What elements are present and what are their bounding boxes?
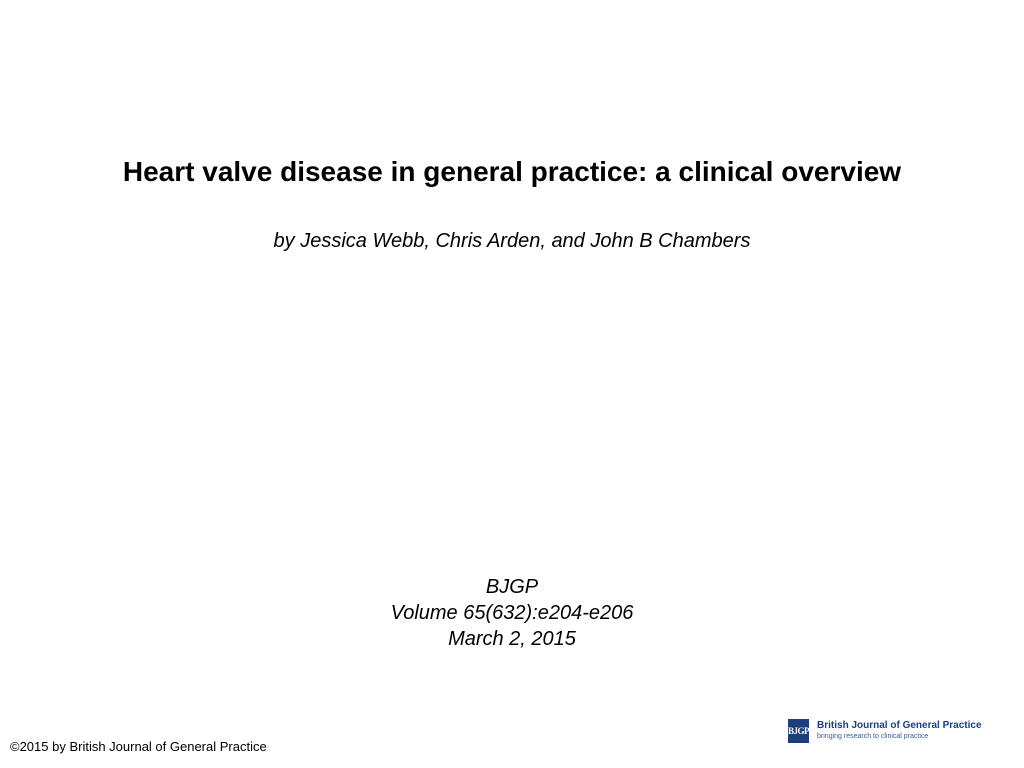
logo-text	[817, 720, 982, 742]
bjgp-logo-mark: BJGP	[788, 719, 809, 743]
logo-journal-name: British Journal of General Practice	[817, 720, 982, 731]
journal-name: BJGP	[485, 576, 539, 598]
publication-date: March 2, 2015	[448, 628, 576, 650]
journal-logo	[788, 718, 982, 744]
copyright-notice: ©2015 by British Journal of General Practice	[10, 739, 267, 754]
article-authors: by Jessica Webb, Chris Arden, and John B Chambers	[273, 230, 751, 252]
journal-volume: Volume 65(632):e204-e206	[390, 602, 634, 624]
logo-tagline: bringing research to clinical practice	[817, 733, 929, 740]
citation-block	[0, 574, 1024, 652]
article-title: Heart valve disease in general practice: a clinical overview	[122, 156, 902, 187]
